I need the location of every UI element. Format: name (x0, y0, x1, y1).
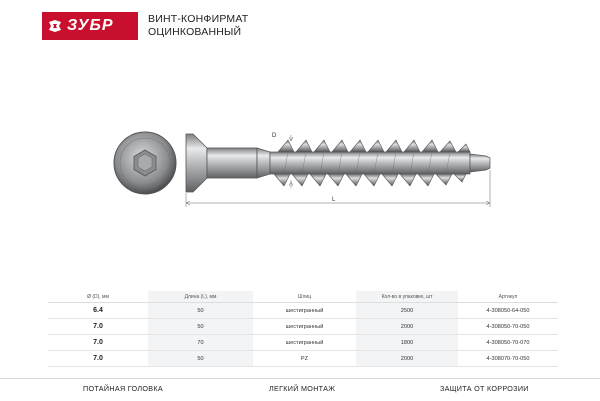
dimension-d-label: D (272, 133, 277, 139)
cell-length: 50 (148, 319, 253, 335)
spec-table-header (48, 291, 558, 303)
cell-pack-qty: 2500 (356, 303, 458, 319)
header-slot: Шлиц (253, 291, 356, 303)
product-title-line2: ОЦИНКОВАННЫЙ (148, 26, 242, 38)
feature-easy-mounting: ЛЕГКИЙ МОНТАЖ (269, 384, 336, 393)
feature-corrosion-protection: ЗАЩИТА ОТ КОРРОЗИИ (440, 384, 529, 393)
cell-slot: шестигранный (253, 319, 356, 335)
cell-pack-qty: 1800 (356, 335, 458, 351)
cell-pack-qty: 2000 (356, 319, 458, 335)
cell-diameter: 6.4 (48, 303, 148, 319)
table-row (48, 303, 558, 319)
features-bar (0, 378, 600, 401)
header-article: Артикул (458, 291, 558, 303)
cell-pack-qty: 2000 (356, 351, 458, 367)
cell-diameter: 7.0 (48, 351, 148, 367)
feature-countersunk-head: ПОТАЙНАЯ ГОЛОВКА (83, 384, 163, 393)
screw-side-view (186, 134, 490, 192)
cell-slot: шестигранный (253, 303, 356, 319)
cell-slot: PZ (253, 351, 356, 367)
spec-table (48, 291, 558, 367)
header-length: Длина (L), мм (148, 291, 253, 303)
cell-diameter: 7.0 (48, 335, 148, 351)
table-row (48, 319, 558, 335)
cell-article: 4-308050-70-050 (458, 319, 558, 335)
cell-article: 4-308050-70-070 (458, 335, 558, 351)
cell-diameter: 7.0 (48, 319, 148, 335)
header-pack-qty: Кол-во в упаковке, шт (356, 291, 458, 303)
cell-article: 4-308070-70-050 (458, 351, 558, 367)
dimension-l-label: L (332, 197, 336, 203)
cell-article: 4-308050-64-050 (458, 303, 558, 319)
screw-head-front-view (114, 132, 176, 194)
cell-length: 50 (148, 351, 253, 367)
cell-length: 70 (148, 335, 253, 351)
table-row (48, 351, 558, 367)
product-title-line1: ВИНТ-КОНФИРМАТ (148, 13, 249, 25)
cell-slot: шестигранный (253, 335, 356, 351)
table-row (48, 335, 558, 351)
logo-text: ЗУБР (67, 17, 114, 34)
header-diameter: Ø (D), мм (48, 291, 148, 303)
cell-length: 50 (148, 303, 253, 319)
